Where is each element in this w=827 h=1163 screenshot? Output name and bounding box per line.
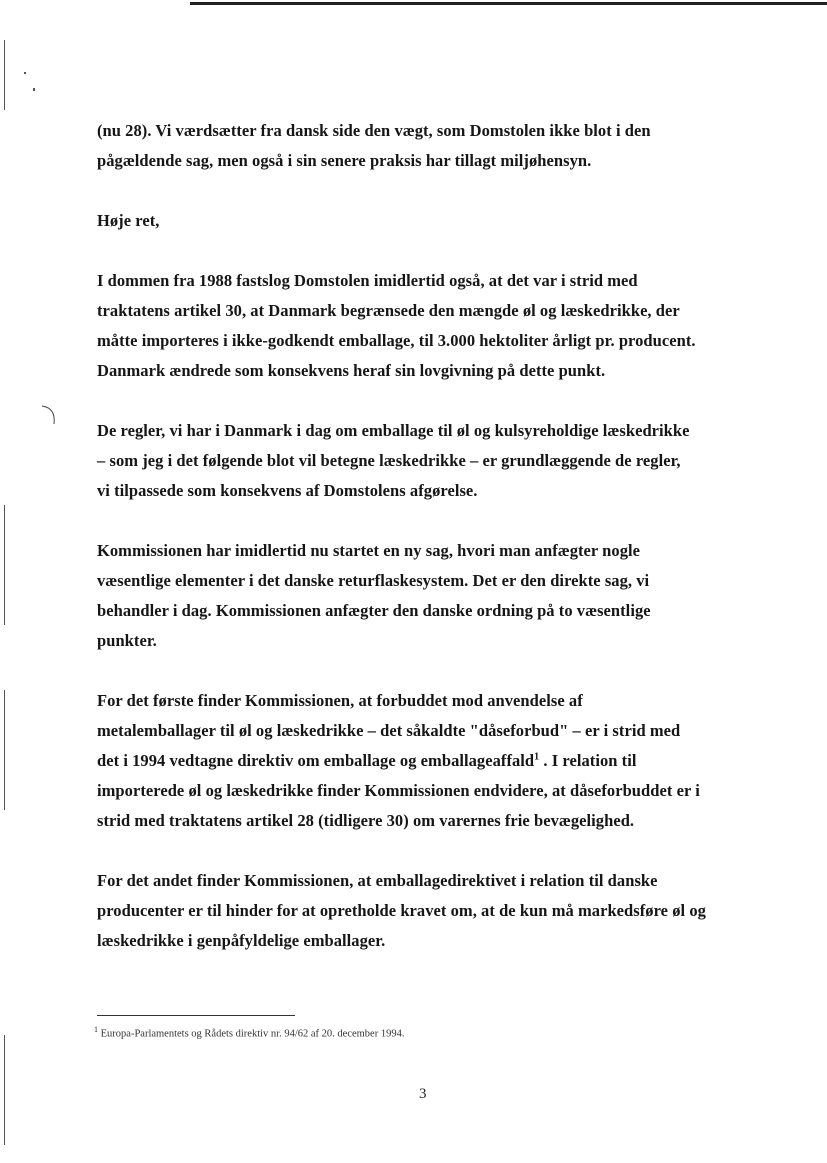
scan-mark [4, 690, 5, 810]
text-line: pågældende sag, men også i sin senere praksis har tillagt miljøhensyn. [97, 151, 592, 170]
paragraph [97, 536, 757, 656]
text-line: traktatens artikel 30, at Danmark begrænsede den mængde øl og læskedrikke, der [97, 301, 680, 320]
text-line: strid med traktatens artikel 28 (tidligere 30) om varernes frie bevægelighed. [97, 811, 635, 830]
scan-arc-mark [34, 400, 64, 430]
footnote-separator [97, 1015, 295, 1016]
page-number: 3 [419, 1086, 427, 1102]
text-line: producenter er til hinder for at opretholde kravet om, at de kun må markedsføre øl og [97, 901, 706, 920]
top-border-rule [190, 2, 827, 5]
text-line: For det andet finder Kommissionen, at emballagedirektivet i relation til danske [97, 871, 658, 890]
text-line: væsentlige elementer i det danske returflaskesystem. Det er den direkte sag, vi [97, 571, 650, 590]
paragraph [97, 866, 757, 956]
text-line: (nu 28). Vi værdsætter fra dansk side den vægt, som Domstolen ikke blot i den [97, 121, 651, 140]
footnote-reference[interactable]: 1 [534, 751, 540, 763]
text-line: metalemballager til øl og læskedrikke – det såkaldte "dåseforbud" – er i strid med [97, 721, 681, 740]
scan-mark [4, 40, 5, 110]
paragraph [97, 686, 757, 836]
text-line: De regler, vi har i Danmark i dag om emballage til øl og kulsyreholdige læskedrikke [97, 421, 690, 440]
text-line: behandler i dag. Kommissionen anfægter den danske ordning på to væsentlige [97, 601, 651, 620]
scan-mark [4, 505, 5, 625]
footnote-marker: 1 [94, 1025, 98, 1034]
footnote [94, 1025, 404, 1040]
scan-mark [24, 72, 26, 74]
paragraph [97, 266, 757, 386]
text-line: – som jeg i det følgende blot vil betegne læskedrikke – er grundlæggende de regler, [97, 451, 681, 470]
text-line-suffix: . I relation til [539, 751, 637, 770]
text-line: Høje ret, [97, 211, 160, 230]
text-line: punkter. [97, 631, 157, 650]
text-line: Kommissionen har imidlertid nu startet en ny sag, hvori man anfægter nogle [97, 541, 641, 560]
document-body [97, 116, 757, 956]
salutation [97, 206, 757, 236]
text-line: importerede øl og læskedrikke finder Kommissionen endvidere, at dåseforbuddet er i [97, 781, 700, 800]
text-line: I dommen fra 1988 fastslog Domstolen imidlertid også, at det var i strid med [97, 271, 638, 290]
text-line: For det første finder Kommissionen, at forbuddet mod anvendelse af [97, 691, 583, 710]
paragraph [97, 116, 757, 176]
text-line: vi tilpassede som konsekvens af Domstolens afgørelse. [97, 481, 478, 500]
text-line: Danmark ændrede som konsekvens heraf sin lovgivning på dette punkt. [97, 361, 606, 380]
text-line: det i 1994 vedtagne direktiv om emballage og emballageaffald [97, 751, 535, 770]
text-line: læskedrikke i genpåfyldelige emballager. [97, 931, 386, 950]
scan-mark [33, 88, 35, 91]
scan-mark [4, 1035, 5, 1145]
paragraph [97, 416, 757, 506]
text-line: måtte importeres i ikke-godkendt emballage, til 3.000 hektoliter årligt pr. producent. [97, 331, 696, 350]
footnote-text: Europa-Parlamentets og Rådets direktiv nr. 94/62 af 20. december 1994. [100, 1028, 405, 1040]
